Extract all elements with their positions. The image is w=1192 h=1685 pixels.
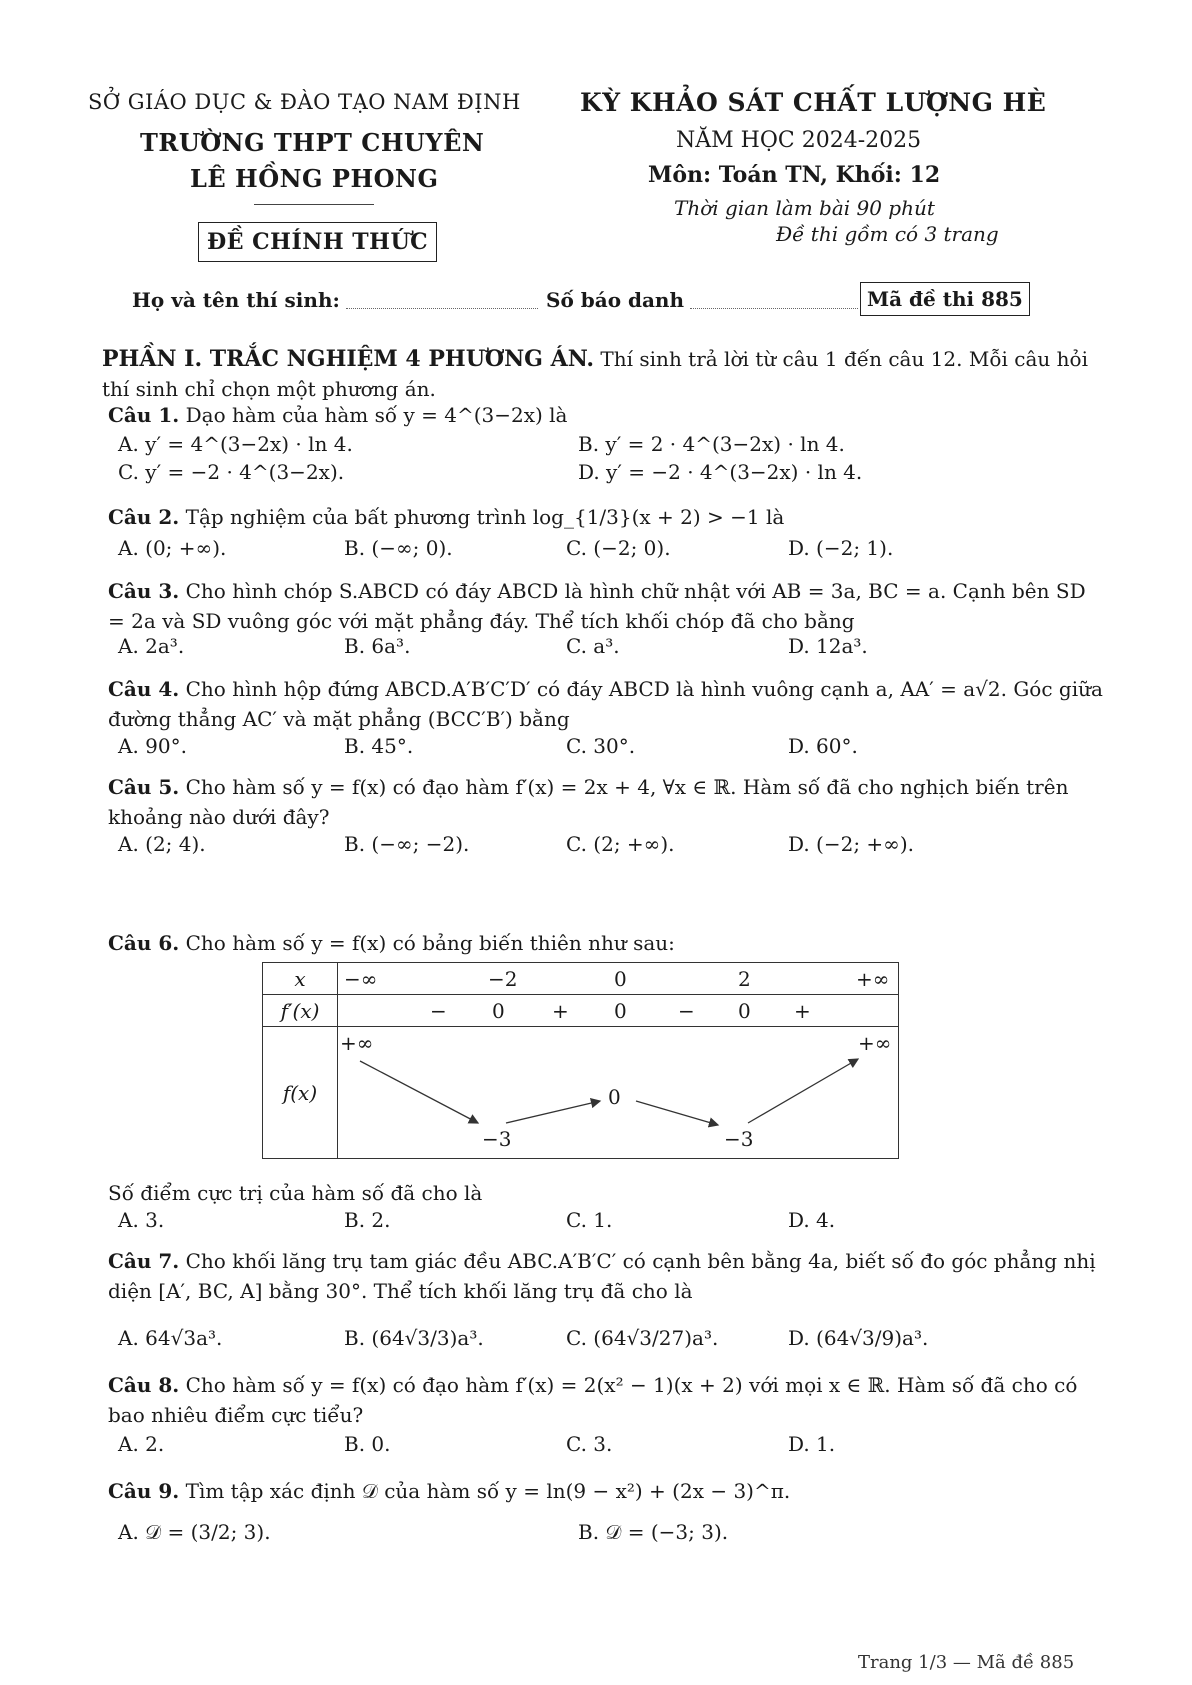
part1-heading: [102, 344, 1102, 404]
question-label: Câu 6.: [108, 931, 180, 955]
variation-arrows: [338, 1027, 898, 1159]
question-8: [108, 1370, 1108, 1430]
q7-option-c[interactable]: C. (64√3/27)a³.: [566, 1326, 719, 1350]
question-9: [108, 1476, 1108, 1506]
q6-option-c[interactable]: C. 1.: [566, 1208, 613, 1232]
q1-option-d[interactable]: D. y′ = −2 · 4^(3−2x) · ln 4.: [578, 460, 863, 484]
q4-option-c[interactable]: C. 30°.: [566, 734, 636, 758]
x-value: −∞: [344, 967, 378, 991]
q7-option-b[interactable]: B. (64√3/3)a³.: [344, 1326, 484, 1350]
q3-option-d[interactable]: D. 12a³.: [788, 634, 868, 658]
question-label: Câu 4.: [108, 677, 180, 701]
q3-option-b[interactable]: B. 6a³.: [344, 634, 411, 658]
question-label: Câu 9.: [108, 1479, 180, 1503]
school-year: NĂM HỌC 2024-2025: [676, 128, 922, 153]
q2-option-b[interactable]: B. (−∞; 0).: [344, 536, 453, 560]
sign: 0: [614, 999, 627, 1023]
question-5: [108, 772, 1108, 832]
part1-instruction: Thí sinh trả lời từ câu 1 đến câu 12. Mỗi câu hỏi thí sinh chỉ chọn một phương án.: [102, 347, 1088, 401]
q2-option-c[interactable]: C. (−2; 0).: [566, 536, 671, 560]
x-value: 2: [738, 967, 751, 991]
sign: +: [552, 999, 569, 1023]
question-7: [108, 1246, 1108, 1306]
q1-option-a[interactable]: A. y′ = 4^(3−2x) · ln 4.: [118, 432, 353, 456]
question-6: [108, 928, 1108, 958]
question-text: Cho khối lăng trụ tam giác đều ABC.A′B′C′ có cạnh bên bằng 4a, biết số đo góc phẳng nhị diện [A′, BC, A] bằng 30°. Thể tích khối lăng trụ đã cho là: [108, 1249, 1096, 1303]
q6-option-b[interactable]: B. 2.: [344, 1208, 391, 1232]
q4-option-b[interactable]: B. 45°.: [344, 734, 414, 758]
q4-option-d[interactable]: D. 60°.: [788, 734, 858, 758]
question-label: Câu 7.: [108, 1249, 180, 1273]
f-value: 0: [608, 1085, 621, 1109]
q9-option-a[interactable]: A. 𝒟 = (3/2; 3).: [118, 1520, 271, 1544]
official-badge: ĐỀ CHÍNH THỨC: [198, 222, 437, 262]
q9-option-b[interactable]: B. 𝒟 = (−3; 3).: [578, 1520, 729, 1544]
x-value: +∞: [856, 967, 890, 991]
q5-option-d[interactable]: D. (−2; +∞).: [788, 832, 914, 856]
sign: −: [678, 999, 695, 1023]
x-value: 0: [614, 967, 627, 991]
question-text: Cho hình chóp S.ABCD có đáy ABCD là hình chữ nhật với AB = 3a, BC = a. Cạnh bên SD = 2a và SD vuông góc với mặt phẳng đáy. Thể tích khối chóp đã cho bằng: [108, 579, 1086, 633]
question-4: [108, 674, 1108, 734]
q5-option-b[interactable]: B. (−∞; −2).: [344, 832, 470, 856]
question-text: Dạo hàm của hàm số y = 4^(3−2x) là: [185, 403, 568, 427]
duration: Thời gian làm bài 90 phút: [674, 196, 935, 220]
q3-option-a[interactable]: A. 2a³.: [118, 634, 185, 658]
q7-option-d[interactable]: D. (64√3/9)a³.: [788, 1326, 929, 1350]
question-label: Câu 3.: [108, 579, 180, 603]
q3-option-c[interactable]: C. a³.: [566, 634, 620, 658]
arrow-down-icon: [360, 1061, 478, 1123]
f-value: +∞: [858, 1031, 892, 1055]
school-name-line2: LÊ HỒNG PHONG: [190, 164, 439, 193]
q8-option-b[interactable]: B. 0.: [344, 1432, 391, 1456]
candidate-number-label: Số báo danh: [546, 288, 685, 312]
part1-title: PHẦN I. TRẮC NGHIỆM 4 PHƯƠNG ÁN.: [102, 346, 595, 372]
school-name-line1: TRƯỜNG THPT CHUYÊN: [140, 128, 485, 157]
candidate-name-label: Họ và tên thí sinh:: [132, 288, 340, 312]
sign: 0: [738, 999, 751, 1023]
page-count: Đề thi gồm có 3 trang: [776, 222, 999, 246]
q8-option-c[interactable]: C. 3.: [566, 1432, 613, 1456]
q8-option-a[interactable]: A. 2.: [118, 1432, 165, 1456]
arrow-down-icon: [636, 1101, 718, 1125]
question-text: Cho hình hộp đứng ABCD.A′B′C′D′ có đáy ABCD là hình vuông cạnh a, AA′ = a√2. Góc giữa đường thẳng AC′ và mặt phẳng (BCC′B′) bằng: [108, 677, 1103, 731]
table-row-fp-signs: [338, 995, 899, 1027]
f-value: −3: [724, 1127, 754, 1151]
table-row-fp-label: f′(x): [263, 995, 338, 1027]
variation-table: [262, 962, 899, 1159]
table-row-x-values: [338, 963, 899, 995]
f-value: −3: [482, 1127, 512, 1151]
question-label: Câu 2.: [108, 505, 180, 529]
question-label: Câu 5.: [108, 775, 180, 799]
question-label: Câu 1.: [108, 403, 180, 427]
page-footer: Trang 1/3 — Mã đề 885: [858, 1652, 1075, 1673]
question-3: [108, 576, 1108, 636]
question-text: Cho hàm số y = f(x) có đạo hàm f′(x) = 2(x² − 1)(x + 2) với mọi x ∈ ℝ. Hàm số đã cho có bao nhiêu điểm cực tiểu?: [108, 1373, 1078, 1427]
q5-option-c[interactable]: C. (2; +∞).: [566, 832, 675, 856]
q7-option-a[interactable]: A. 64√3a³.: [118, 1326, 223, 1350]
table-row-f-label: f(x): [263, 1027, 338, 1159]
table-row-x-label: x: [263, 963, 338, 995]
question-text: Tập nghiệm của bất phương trình log_{1/3}(x + 2) > −1 là: [185, 505, 785, 529]
arrow-up-icon: [506, 1101, 600, 1123]
sign: 0: [492, 999, 505, 1023]
q1-option-c[interactable]: C. y′ = −2 · 4^(3−2x).: [118, 460, 345, 484]
f-value: +∞: [340, 1031, 374, 1055]
question-2: [108, 502, 1108, 532]
sign: −: [430, 999, 447, 1023]
candidate-name-field[interactable]: [346, 308, 538, 309]
sign: +: [794, 999, 811, 1023]
q2-option-a[interactable]: A. (0; +∞).: [118, 536, 227, 560]
q8-option-d[interactable]: D. 1.: [788, 1432, 836, 1456]
q5-option-a[interactable]: A. (2; 4).: [118, 832, 206, 856]
q2-option-d[interactable]: D. (−2; 1).: [788, 536, 894, 560]
candidate-number-field[interactable]: [690, 308, 858, 309]
header-divider: [254, 204, 374, 205]
department-name: SỞ GIÁO DỤC & ĐÀO TẠO NAM ĐỊNH: [88, 90, 521, 114]
exam-title: KỲ KHẢO SÁT CHẤT LƯỢNG HÈ: [580, 88, 1047, 117]
arrow-up-icon: [748, 1059, 858, 1123]
q1-option-b[interactable]: B. y′ = 2 · 4^(3−2x) · ln 4.: [578, 432, 845, 456]
exam-code-box: Mã đề thi 885: [860, 282, 1030, 316]
x-value: −2: [488, 967, 518, 991]
table-row-f-values: [338, 1027, 899, 1159]
subject: Môn: Toán TN, Khối: 12: [648, 162, 941, 188]
question-6-followup: Số điểm cực trị của hàm số đã cho là: [108, 1181, 483, 1205]
q6-option-d[interactable]: D. 4.: [788, 1208, 836, 1232]
question-text: Cho hàm số y = f(x) có bảng biến thiên như sau:: [185, 931, 675, 955]
q4-option-a[interactable]: A. 90°.: [118, 734, 187, 758]
question-label: Câu 8.: [108, 1373, 180, 1397]
question-1: [108, 400, 1108, 430]
question-text: Cho hàm số y = f(x) có đạo hàm f′(x) = 2x + 4, ∀x ∈ ℝ. Hàm số đã cho nghịch biến trên khoảng nào dưới đây?: [108, 775, 1069, 829]
question-text: Tìm tập xác định 𝒟 của hàm số y = ln(9 − x²) + (2x − 3)^π.: [185, 1479, 791, 1503]
q6-option-a[interactable]: A. 3.: [118, 1208, 165, 1232]
